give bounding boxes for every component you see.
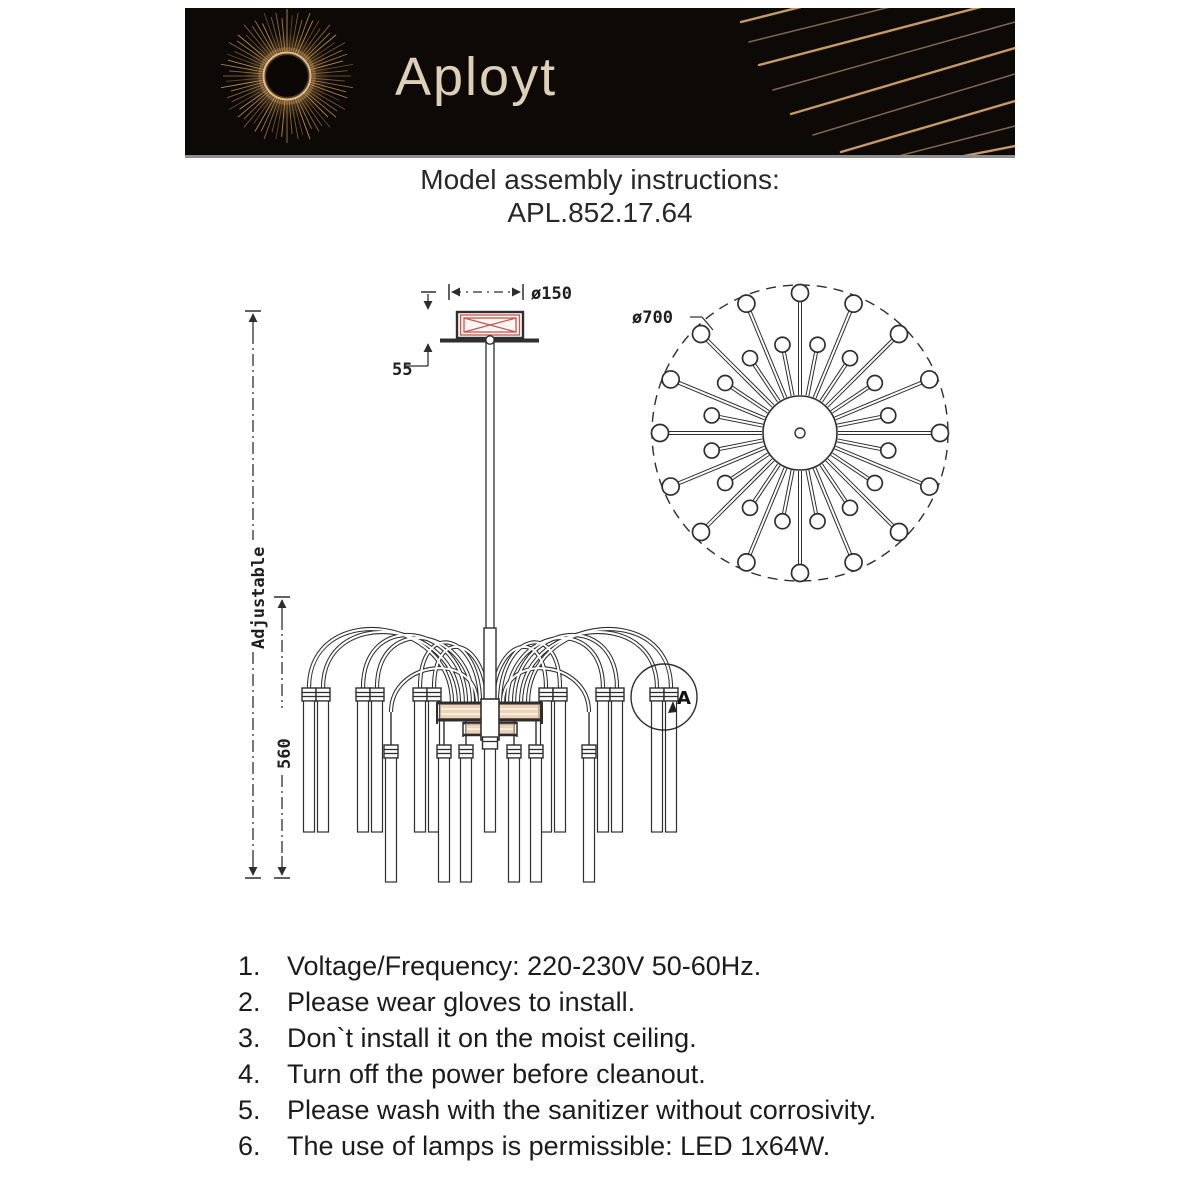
instruction-text: Please wash with the sanitizer without corrosivity. <box>287 1095 877 1125</box>
instruction-number: 3. <box>238 1023 261 1053</box>
instruction-item <box>238 1128 876 1164</box>
instruction-item <box>238 1092 876 1128</box>
instructions-list <box>238 948 876 1164</box>
instruction-item <box>238 984 876 1020</box>
body-height-label: 560 <box>275 738 295 769</box>
instruction-text: Don`t install it on the moist ceiling. <box>287 1023 697 1053</box>
instruction-item <box>238 948 876 984</box>
instruction-text: Voltage/Frequency: 220-230V 50-60Hz. <box>287 951 762 981</box>
side-view-drawing <box>245 284 697 882</box>
brand-wordmark: Aployt <box>395 47 558 107</box>
adjustable-label: Adjustable <box>249 546 269 649</box>
instruction-text: Please wear gloves to install. <box>287 987 636 1017</box>
instruction-number: 1. <box>238 951 261 981</box>
model-number: APL.852.17.64 <box>507 197 693 228</box>
instruction-item <box>238 1056 876 1092</box>
canopy-height-label: 55 <box>392 360 413 380</box>
canopy-diameter-label: ø150 <box>531 284 572 304</box>
page-title: Model assembly instructions: <box>420 164 780 195</box>
title-block <box>185 163 1015 229</box>
banner-rays-decoration <box>725 8 1015 155</box>
instruction-text: The use of lamps is permissible: LED 1x64W. <box>287 1131 831 1161</box>
instruction-number: 2. <box>238 987 261 1017</box>
instruction-number: 6. <box>238 1131 261 1161</box>
instruction-text: Turn off the power before cleanout. <box>287 1059 706 1089</box>
brand-logo-starburst-icon <box>215 8 360 151</box>
assembly-diagram <box>185 250 1015 950</box>
detail-marker-label: A <box>677 688 691 709</box>
top-view-diameter-label: ø700 <box>632 308 673 328</box>
top-view-drawing <box>652 285 949 582</box>
brand-banner <box>185 8 1015 158</box>
instruction-number: 5. <box>238 1095 261 1125</box>
instruction-number: 4. <box>238 1059 261 1089</box>
instruction-item <box>238 1020 876 1056</box>
